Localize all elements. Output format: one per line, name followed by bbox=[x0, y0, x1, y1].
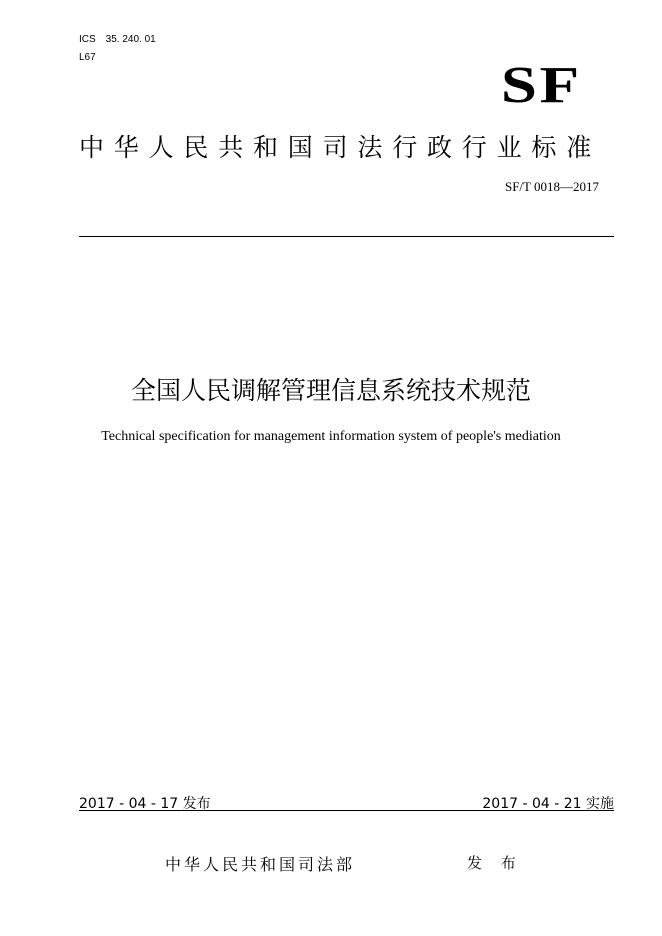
issue-date: 2017 - 04 - 17 发布 bbox=[79, 796, 211, 812]
standard-number: SF/T 0018—2017 bbox=[504, 179, 599, 194]
ics-value: 35. 240. 01 bbox=[105, 34, 156, 45]
implementation-date: 2017 - 04 - 21 实施 bbox=[482, 796, 614, 812]
document-title-english: Technical specification for management information system of people's mediation bbox=[101, 429, 561, 444]
sf-logo: SF bbox=[501, 57, 582, 114]
document-title-chinese: 全国人民调解管理信息系统技术规范 bbox=[130, 376, 531, 405]
ics-code bbox=[79, 34, 156, 45]
top-divider bbox=[79, 236, 614, 237]
standard-type-heading: 中华人民共和国司法行政行业标准 bbox=[79, 133, 602, 162]
ics-label: ICS bbox=[79, 34, 96, 45]
classification-code: L67 bbox=[79, 52, 96, 63]
issuing-authority: 中华人民共和国司法部 bbox=[165, 855, 356, 874]
publish-label: 发 布 bbox=[467, 854, 523, 872]
bottom-divider bbox=[79, 810, 614, 811]
